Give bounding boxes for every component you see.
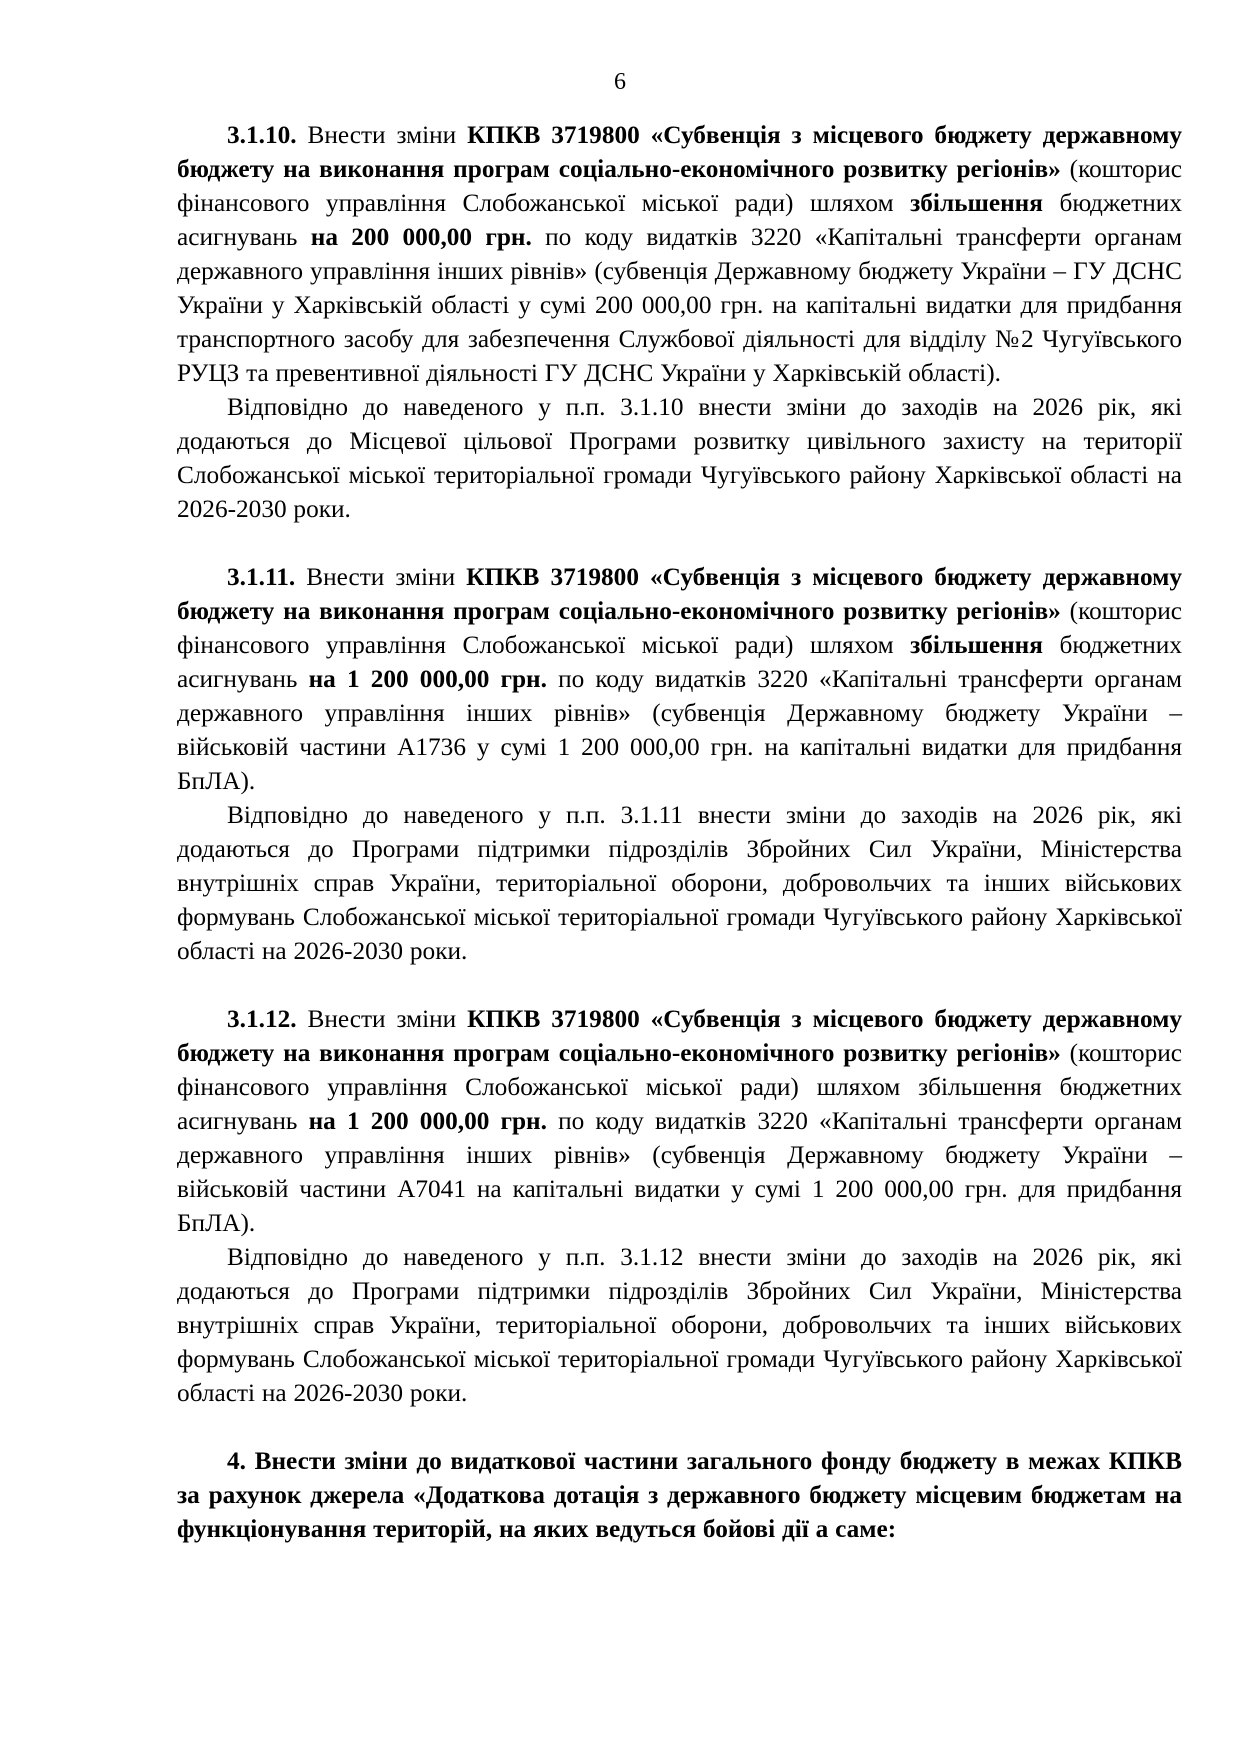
kpkv-title: КПКВ 3719800 «Субвенція з місцевого бюджету державному бюджету на виконання програм соціально-економічного розвитку регіонів» — [177, 1005, 1182, 1067]
spacer — [177, 1410, 1182, 1444]
section-text: (кошторис фінансового управління Слобожанської міської ради) шляхом — [177, 597, 1182, 659]
amount: на 1 200 000,00 грн. — [308, 665, 547, 693]
spacer — [177, 526, 1182, 560]
section-text: бюджетних асигнувань — [177, 631, 1182, 693]
section-3-1-12 — [177, 1002, 1182, 1240]
change-type: збільшення — [910, 631, 1043, 659]
kpkv-title: КПКВ 3719800 «Субвенція з місцевого бюджету державному бюджету на виконання програм соціально-економічного розвитку регіонів» — [177, 121, 1182, 183]
section-4-heading: 4. Внести зміни до видаткової частини загального фонду бюджету в межах КПКВ за рахунок джерела «Додаткова дотація з державного бюджету місцевим бюджетам на функціонування територій, на яких ведуться бойові дії а саме: — [177, 1447, 1182, 1543]
section-3-1-11-note: Відповідно до наведеного у п.п. 3.1.11 внести зміни до заходів на 2026 рік, які додаються до Програми підтримки підрозділів Збройних Сил України, Міністерства внутрішніх справ України, територіальної оборони, добровольчих та інших військових формувань Слобожанської міської територіальної громади Чугуївського району Харківської області на 2026-2030 роки. — [177, 801, 1182, 965]
document-body — [177, 118, 1182, 1546]
section-number: 3.1.12. — [227, 1005, 297, 1033]
section-3-1-11 — [177, 560, 1182, 798]
amount: на 1 200 000,00 грн. — [308, 1107, 547, 1135]
change-type: збільшення — [910, 189, 1043, 217]
section-3-1-10-note: Відповідно до наведеного у п.п. 3.1.10 внести зміни до заходів на 2026 рік, які додаються до Місцевої цільової Програми розвитку цивільного захисту на території Слобожанської міської територіальної громади Чугуївського району Харківської області на 2026-2030 роки. — [177, 393, 1182, 523]
section-text: (кошторис фінансового управління Слобожанської міської ради) шляхом збільшення бюджетних асигнувань — [177, 1039, 1182, 1135]
section-number: 3.1.10. — [227, 121, 297, 149]
kpkv-title: КПКВ 3719800 «Субвенція з місцевого бюджету державному бюджету на виконання програм соціально-економічного розвитку регіонів» — [177, 563, 1182, 625]
spacer — [177, 968, 1182, 1002]
section-text: по коду видатків 3220 «Капітальні трансферти органам державного управління інших рівнів» (субвенція Державному бюджету України – ГУ ДСНС України у Харківській області у сумі 200 000,00 грн. на капітальні видатки для придбання транспортного засобу для забезпечення Службової діяльності для відділу №2 Чугуївського РУЦЗ та превентивної діяльності ГУ ДСНС України у Харківській області). — [177, 223, 1183, 387]
section-3-1-12-note: Відповідно до наведеного у п.п. 3.1.12 внести зміни до заходів на 2026 рік, які додаються до Програми підтримки підрозділів Збройних Сил України, Міністерства внутрішніх справ України, територіальної оборони, добровольчих та інших військових формувань Слобожанської міської територіальної громади Чугуївського району Харківської області на 2026-2030 роки. — [177, 1243, 1182, 1407]
section-text: бюджетних асигнувань — [177, 189, 1182, 251]
section-text: Внести зміни — [296, 121, 468, 149]
page-number: 6 — [614, 69, 626, 95]
amount: на 200 000,00 грн. — [310, 223, 532, 251]
section-text: Внести зміни — [296, 1005, 468, 1033]
section-text: Внести зміни — [295, 563, 467, 591]
section-text: по коду видатків 3220 «Капітальні трансферти органам державного управління інших рівнів» (субвенція Державному бюджету України – військовій частини А1736 у сумі 1 200 000,00 грн. на капітальні видатки для придбання БпЛА). — [177, 665, 1183, 795]
section-text: (кошторис фінансового управління Слобожанської міської ради) шляхом — [177, 155, 1182, 217]
section-number: 3.1.11. — [227, 563, 296, 591]
section-3-1-10 — [177, 118, 1182, 390]
section-text: по коду видатків 3220 «Капітальні трансферти органам державного управління інших рівнів» (субвенція Державному бюджету України – військовій частини А7041 на капітальні видатки у сумі 1 200 000,00 грн. для придбання БпЛА). — [177, 1107, 1183, 1237]
